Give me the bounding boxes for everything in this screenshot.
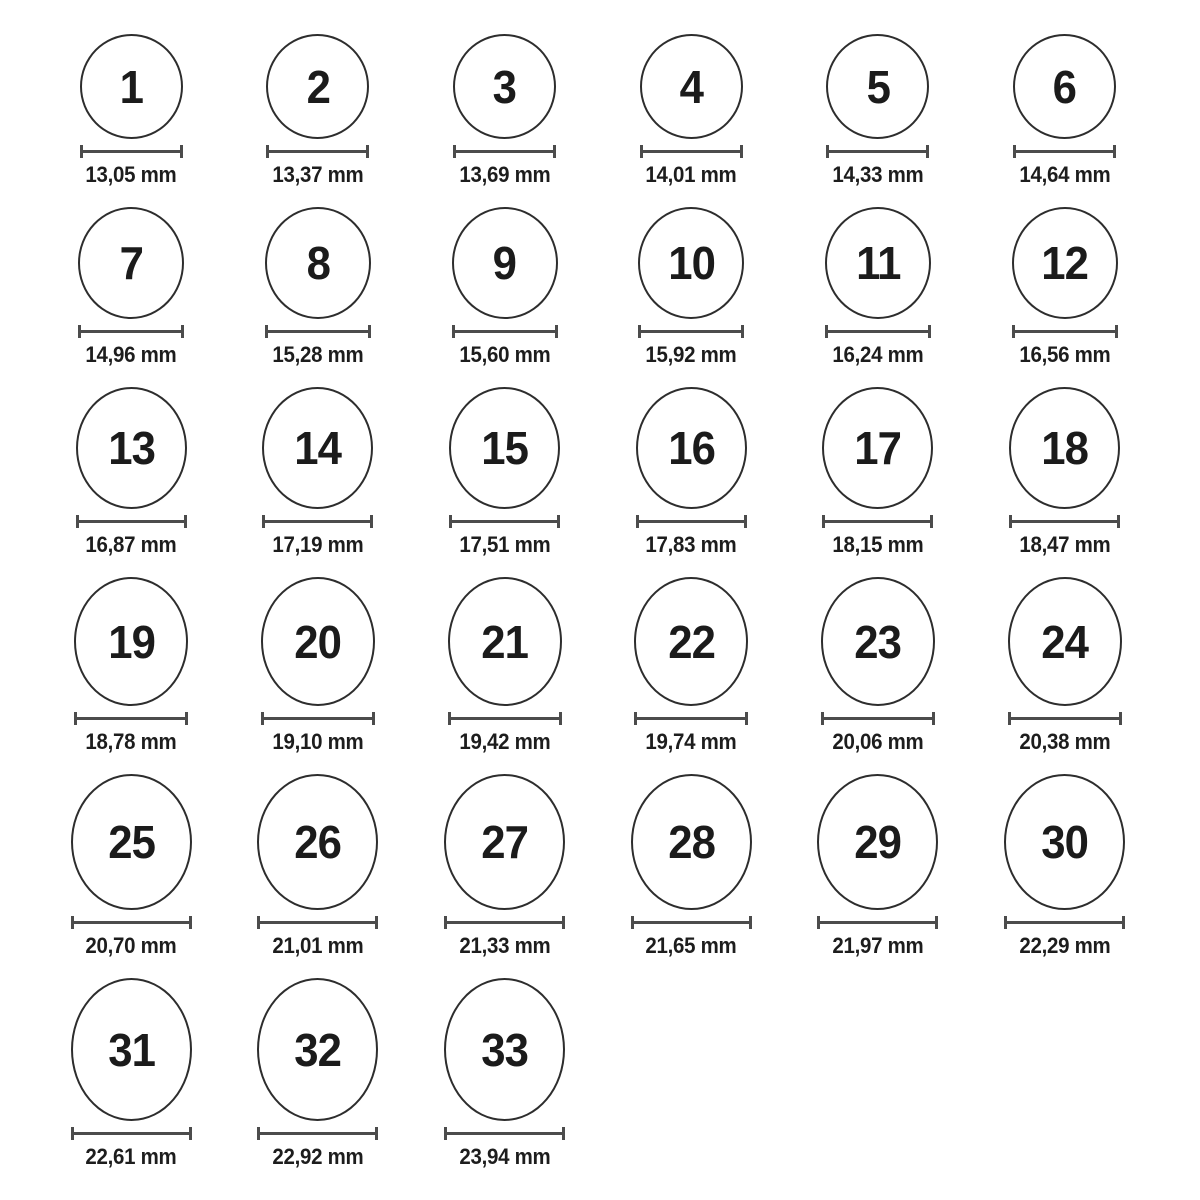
size-cell (631, 774, 752, 959)
size-cell (71, 774, 192, 959)
diameter-measure-line (76, 515, 187, 528)
size-circle (822, 387, 933, 509)
size-number: 1 (119, 60, 144, 113)
diameter-measure-line (825, 325, 931, 338)
size-number: 10 (667, 237, 715, 289)
size-cell (74, 577, 188, 755)
size-number: 26 (294, 816, 342, 868)
size-circle (453, 34, 556, 139)
diameter-label: 22,61 mm (85, 1144, 177, 1169)
size-cell (80, 34, 183, 188)
size-circle (444, 774, 565, 910)
size-circle (78, 207, 184, 319)
size-number: 20 (294, 615, 342, 668)
diameter-label: 16,24 mm (832, 342, 924, 367)
diameter-label: 21,97 mm (832, 933, 924, 958)
size-cell (261, 577, 375, 755)
diameter-label: 20,70 mm (85, 933, 177, 958)
diameter-label: 15,60 mm (459, 342, 551, 367)
diameter-measure-line (262, 515, 373, 528)
diameter-label: 13,05 mm (85, 162, 177, 187)
size-number: 31 (107, 1023, 155, 1076)
size-circle (257, 978, 378, 1121)
size-number: 3 (492, 60, 517, 113)
size-cell (817, 774, 938, 959)
size-number: 24 (1041, 615, 1089, 668)
size-cell (821, 577, 935, 755)
diameter-label: 14,64 mm (1019, 162, 1111, 187)
size-circle (1013, 34, 1116, 139)
size-cell (822, 387, 933, 558)
diameter-measure-line (444, 1127, 565, 1140)
size-cell (265, 207, 371, 368)
diameter-measure-line (71, 1127, 192, 1140)
size-number: 5 (866, 60, 890, 113)
diameter-measure-line (452, 325, 558, 338)
size-circle (80, 34, 183, 139)
diameter-label: 21,01 mm (272, 933, 364, 958)
size-cell (1009, 387, 1120, 558)
size-number: 28 (667, 816, 715, 868)
size-circle (636, 387, 747, 509)
diameter-label: 14,96 mm (85, 342, 177, 367)
size-cell (78, 207, 184, 368)
size-number: 30 (1041, 816, 1089, 868)
size-cell (266, 34, 369, 188)
diameter-measure-line (78, 325, 184, 338)
diameter-measure-line (449, 515, 560, 528)
size-cell (453, 34, 556, 188)
diameter-measure-line (821, 712, 935, 725)
diameter-label: 17,83 mm (645, 532, 737, 557)
size-number: 8 (306, 237, 330, 289)
diameter-measure-line (1012, 325, 1118, 338)
size-number: 19 (107, 615, 155, 668)
diameter-label: 13,37 mm (272, 162, 364, 187)
size-cell (826, 34, 929, 188)
diameter-label: 23,94 mm (459, 1144, 551, 1169)
diameter-label: 18,78 mm (85, 729, 177, 754)
size-cell (1012, 207, 1118, 368)
size-cell (449, 387, 560, 558)
size-circle (448, 577, 562, 706)
diameter-label: 13,69 mm (459, 162, 551, 187)
diameter-measure-line (631, 916, 752, 929)
size-circle (1009, 387, 1120, 509)
diameter-label: 21,65 mm (645, 933, 737, 958)
diameter-label: 20,38 mm (1019, 729, 1111, 754)
diameter-measure-line (822, 515, 933, 528)
diameter-measure-line (1009, 515, 1120, 528)
size-number: 7 (119, 237, 144, 289)
size-circle (634, 577, 748, 706)
size-circle (74, 577, 188, 706)
size-circle (262, 387, 373, 509)
diameter-label: 17,51 mm (459, 532, 551, 557)
diameter-label: 18,47 mm (1019, 532, 1111, 557)
size-cell (634, 577, 748, 755)
size-cell (262, 387, 373, 558)
diameter-measure-line (1004, 916, 1125, 929)
size-cell (636, 387, 747, 558)
size-circle (638, 207, 744, 319)
diameter-measure-line (826, 145, 929, 158)
diameter-label: 22,29 mm (1019, 933, 1111, 958)
diameter-label: 15,28 mm (272, 342, 364, 367)
size-circle (266, 34, 369, 139)
size-circle (71, 774, 192, 910)
size-number: 32 (294, 1023, 342, 1076)
diameter-label: 14,01 mm (645, 162, 737, 187)
size-cell (638, 207, 744, 368)
diameter-measure-line (453, 145, 556, 158)
size-number: 12 (1041, 237, 1089, 289)
diameter-measure-line (640, 145, 743, 158)
size-number: 6 (1052, 60, 1077, 113)
diameter-measure-line (636, 515, 747, 528)
size-circle (1012, 207, 1118, 319)
size-number: 33 (481, 1023, 529, 1076)
size-cell (444, 774, 565, 959)
size-circle (265, 207, 371, 319)
diameter-measure-line (265, 325, 371, 338)
size-number: 16 (667, 422, 715, 474)
diameter-measure-line (257, 916, 378, 929)
size-number: 11 (855, 237, 901, 289)
size-number: 23 (854, 615, 902, 668)
diameter-measure-line (638, 325, 744, 338)
size-cell (76, 387, 187, 558)
size-number: 4 (679, 60, 704, 113)
size-number: 9 (492, 237, 517, 289)
size-circle (825, 207, 931, 319)
size-circle (817, 774, 938, 910)
size-cell (452, 207, 558, 368)
size-number: 13 (107, 422, 155, 474)
size-number: 25 (107, 816, 155, 868)
diameter-measure-line (257, 1127, 378, 1140)
size-number: 14 (294, 422, 342, 474)
size-number: 18 (1041, 422, 1089, 474)
size-circle (452, 207, 558, 319)
size-circle (76, 387, 187, 509)
size-circle (1008, 577, 1122, 706)
size-number: 15 (481, 422, 529, 474)
diameter-measure-line (448, 712, 562, 725)
diameter-label: 20,06 mm (832, 729, 924, 754)
diameter-label: 16,87 mm (85, 532, 177, 557)
diameter-label: 14,33 mm (832, 162, 924, 187)
size-circle (631, 774, 752, 910)
size-circle (449, 387, 560, 509)
diameter-label: 22,92 mm (272, 1144, 364, 1169)
diameter-measure-line (817, 916, 938, 929)
size-number: 17 (854, 422, 902, 474)
size-cell (825, 207, 931, 368)
diameter-measure-line (71, 916, 192, 929)
size-cell (257, 774, 378, 959)
size-cell (71, 978, 192, 1170)
size-number: 2 (306, 60, 330, 113)
size-number: 21 (481, 615, 529, 668)
diameter-label: 16,56 mm (1019, 342, 1111, 367)
diameter-label: 19,10 mm (272, 729, 364, 754)
size-circle (640, 34, 743, 139)
size-cell (257, 978, 378, 1170)
size-circle (821, 577, 935, 706)
size-cell (640, 34, 743, 188)
size-number: 27 (481, 816, 529, 868)
diameter-measure-line (80, 145, 183, 158)
diameter-measure-line (634, 712, 748, 725)
diameter-label: 19,74 mm (645, 729, 737, 754)
size-circle (826, 34, 929, 139)
diameter-label: 21,33 mm (459, 933, 551, 958)
diameter-label: 19,42 mm (459, 729, 551, 754)
size-cell (448, 577, 562, 755)
diameter-measure-line (266, 145, 369, 158)
diameter-label: 17,19 mm (272, 532, 364, 557)
size-cell (1004, 774, 1125, 959)
size-number: 29 (854, 816, 902, 868)
size-circle (1004, 774, 1125, 910)
diameter-measure-line (74, 712, 188, 725)
diameter-measure-line (444, 916, 565, 929)
diameter-measure-line (261, 712, 375, 725)
size-cell (1008, 577, 1122, 755)
size-circle (444, 978, 565, 1121)
size-number: 22 (667, 615, 715, 668)
diameter-label: 15,92 mm (645, 342, 737, 367)
size-circle (71, 978, 192, 1121)
diameter-measure-line (1008, 712, 1122, 725)
size-circle (257, 774, 378, 910)
diameter-label: 18,15 mm (832, 532, 924, 557)
size-cell (1013, 34, 1116, 188)
size-circle (261, 577, 375, 706)
size-cell (444, 978, 565, 1170)
diameter-measure-line (1013, 145, 1116, 158)
